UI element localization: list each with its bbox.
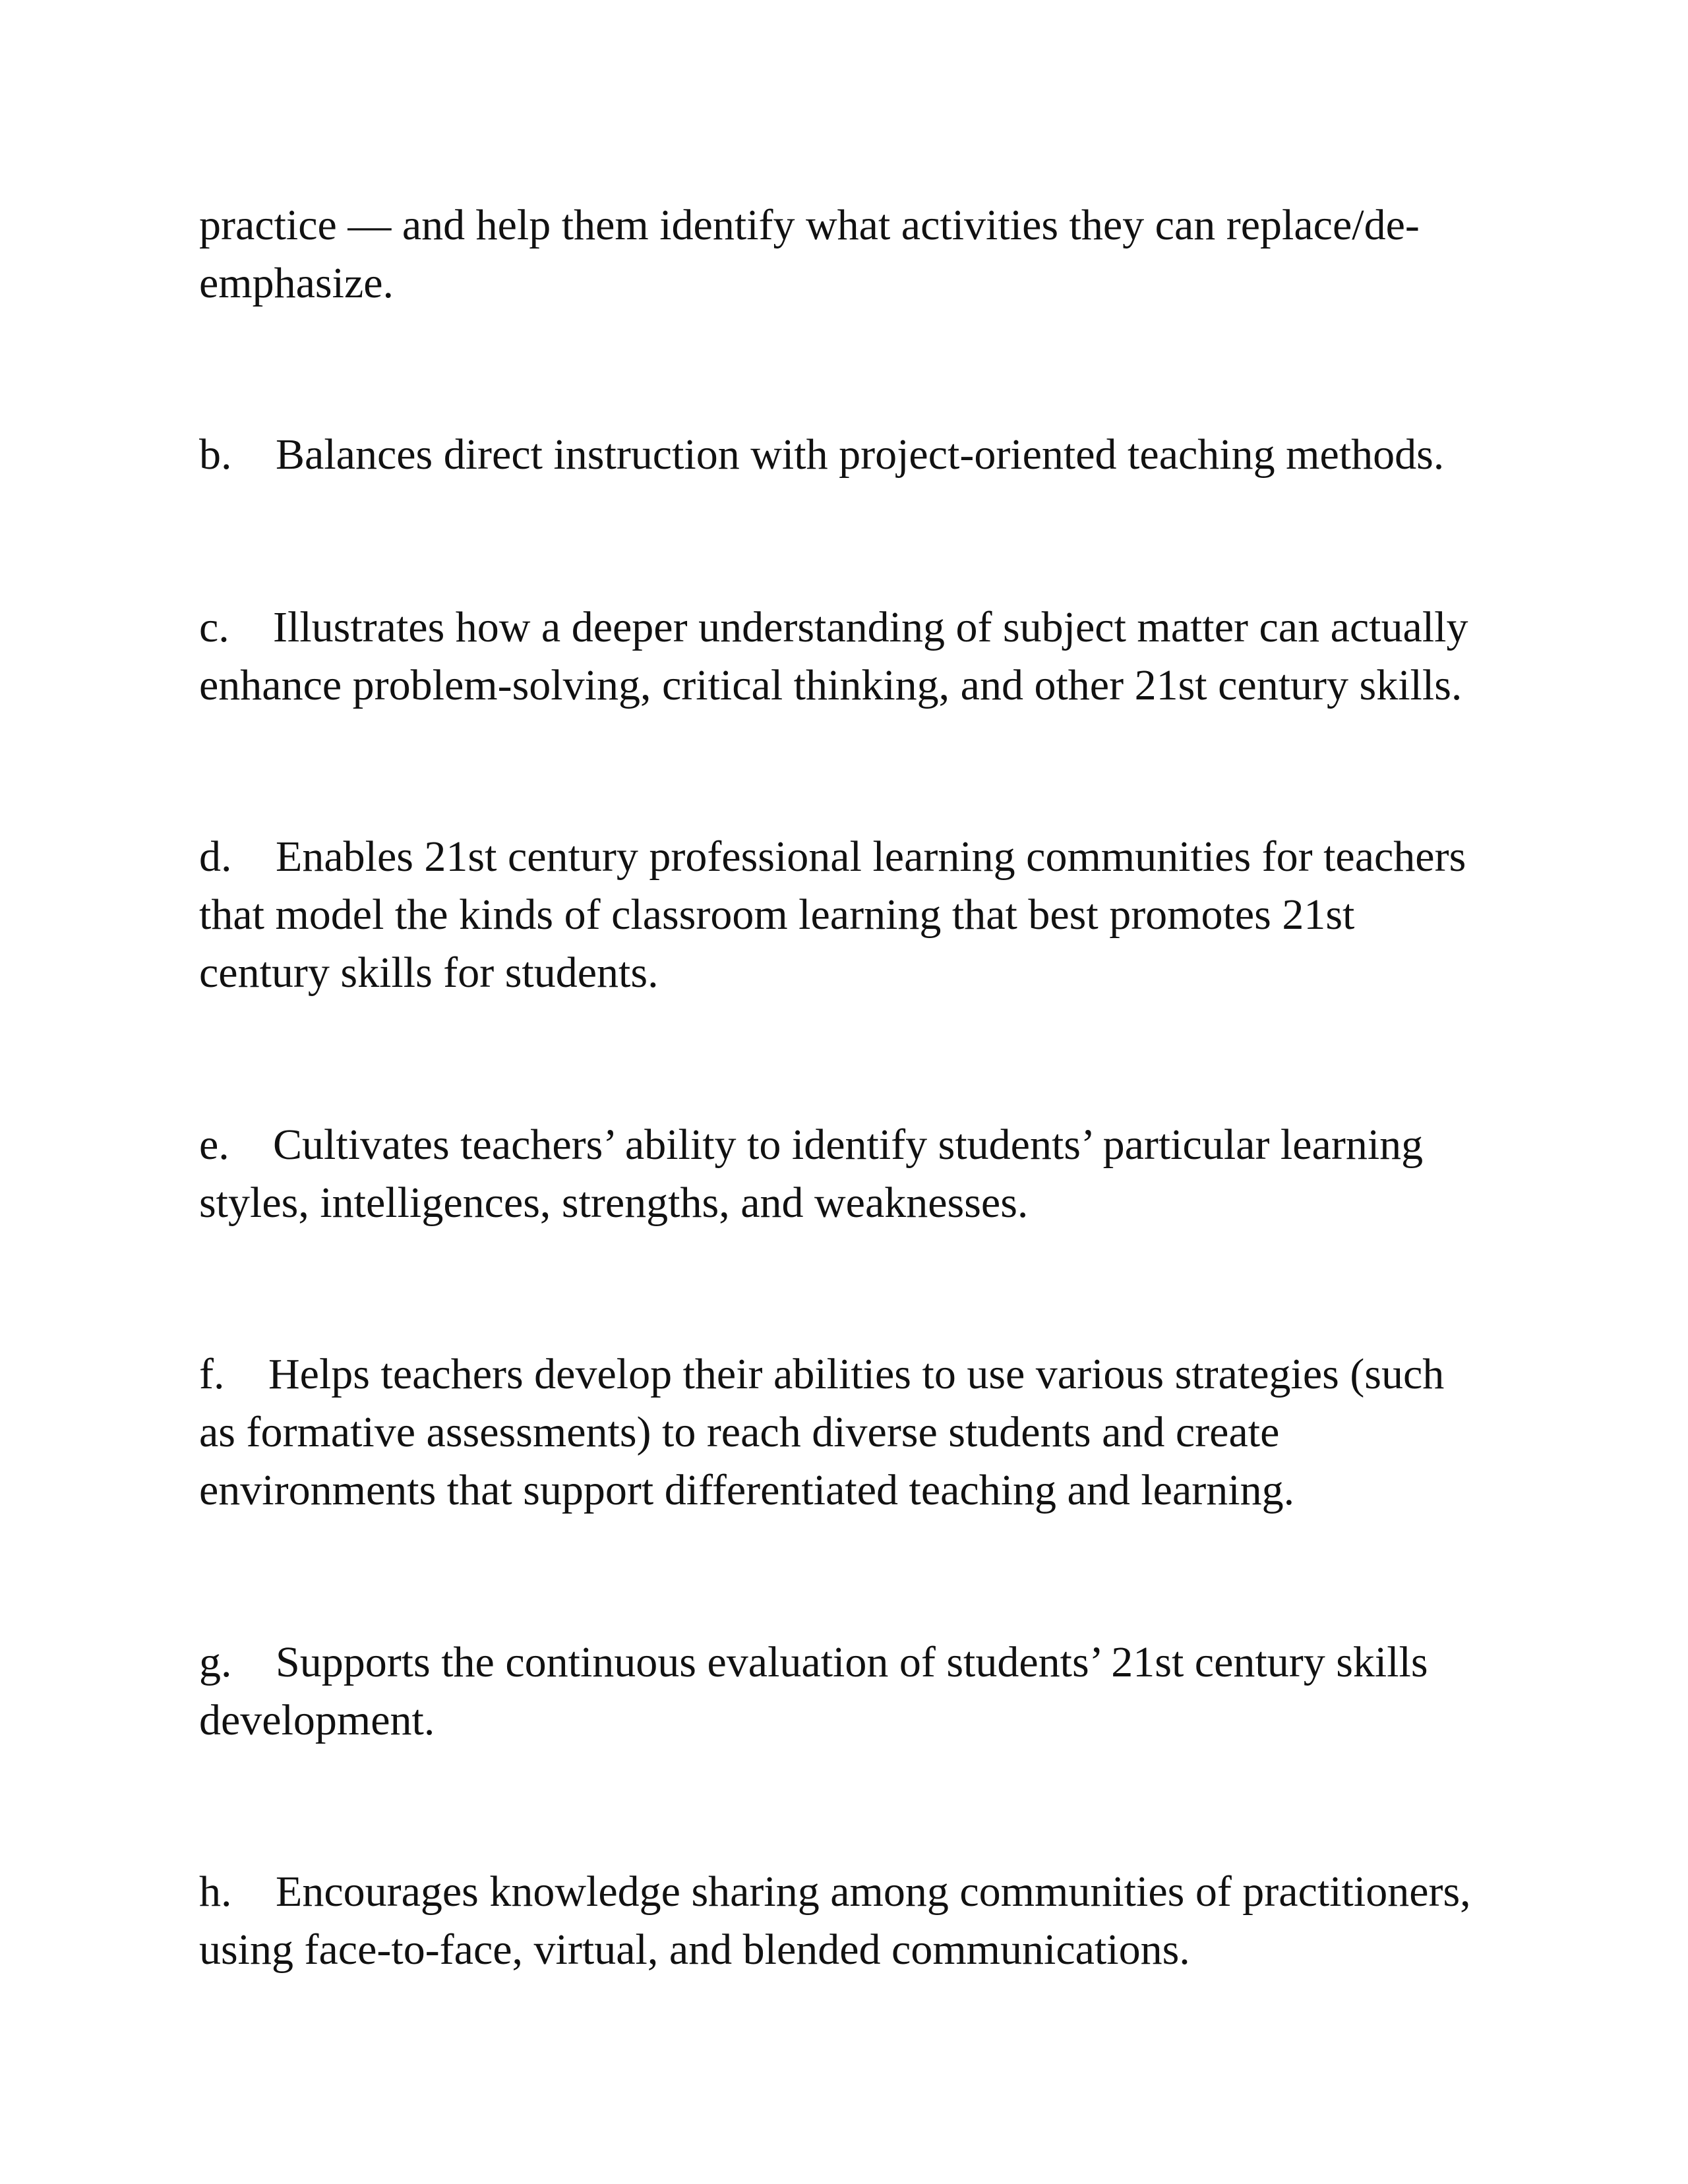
paragraph-line: practice — and help them identify what activities they can replace/de- — [199, 201, 1420, 249]
list-item-text: century skills for students. — [199, 949, 659, 997]
list-item-f — [199, 1345, 1518, 1520]
list-item-label: h. — [199, 1868, 232, 1916]
list-item-text: as formative assessments) to reach diverse students and create — [199, 1408, 1280, 1456]
paragraph-line: emphasize. — [199, 259, 394, 307]
list-item-text: Balances direct instruction with project-oriented teaching methods. — [276, 430, 1445, 479]
list-item-text: using face-to-face, virtual, and blended communications. — [199, 1926, 1190, 1974]
list-item-text: development. — [199, 1696, 435, 1744]
list-item-text: Enables 21st century professional learning communities for teachers — [276, 833, 1466, 881]
list-item-text: that model the kinds of classroom learning that best promotes 21st — [199, 891, 1355, 939]
list-item-label: e. — [199, 1121, 229, 1169]
list-item-g — [199, 1634, 1518, 1750]
list-item-label: c. — [199, 603, 229, 651]
list-item-text: Supports the continuous evaluation of students’ 21st century skills — [276, 1638, 1428, 1686]
list-item-d — [199, 828, 1518, 1002]
list-item-text: Encourages knowledge sharing among communities of practitioners, — [276, 1868, 1471, 1916]
list-item-label: b. — [199, 430, 232, 479]
list-item-e — [199, 1116, 1518, 1232]
list-item-label: d. — [199, 833, 232, 881]
list-item-label: f. — [199, 1350, 225, 1398]
list-item-text: enhance problem-solving, critical thinking, and other 21st century skills. — [199, 661, 1462, 709]
list-item-text: styles, intelligences, strengths, and weaknesses. — [199, 1179, 1029, 1227]
list-item-text: environments that support differentiated teaching and learning. — [199, 1466, 1295, 1514]
list-item-label: g. — [199, 1638, 232, 1686]
list-item-text: Cultivates teachers’ ability to identify students’ particular learning — [273, 1121, 1424, 1169]
list-item-b — [199, 426, 1518, 484]
list-item-text: Illustrates how a deeper understanding of subject matter can actually — [273, 603, 1468, 651]
list-item-text: Helps teachers develop their abilities to use various strategies (such — [268, 1350, 1445, 1398]
continuation-paragraph — [199, 196, 1518, 312]
list-item-h — [199, 1863, 1518, 1979]
list-item-c — [199, 599, 1518, 715]
